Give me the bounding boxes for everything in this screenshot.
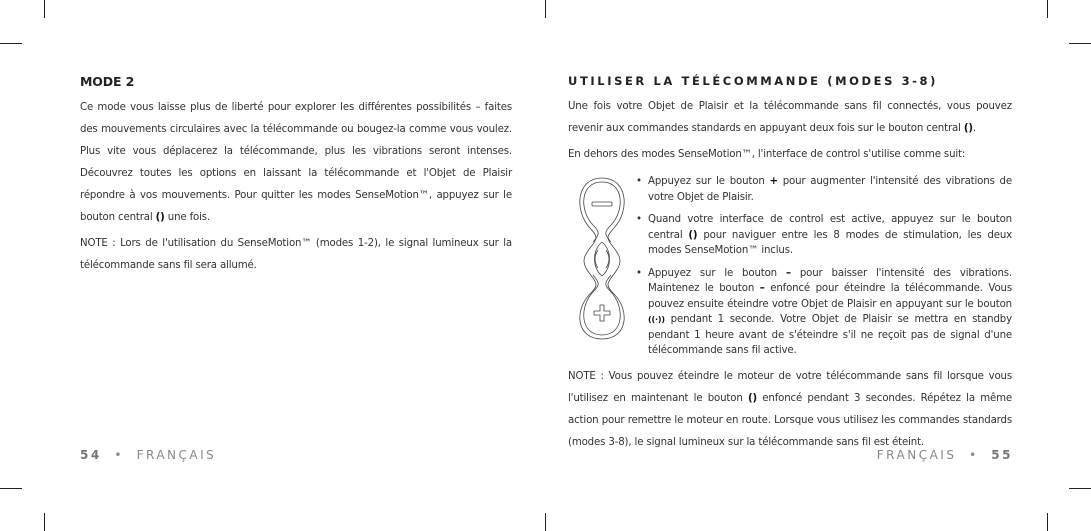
central-button-icon: (): [747, 392, 757, 404]
minus-button-icon: –: [759, 283, 765, 294]
remote-illustration: [578, 176, 626, 341]
mode2-paragraph: Ce mode vous laisse plus de liberté pour explorer les différentes possibilités – faites des mouvements circulaires avec la télécommande ou bougez-la comme vous voulez. Plus vite vous déplacerez la télécommande, plus les vibrations seront intenses. Découvrez toutes les options en laissant la télécommande et l'Objet de Plaisir répondre à vos mouvements. Pour quitter les modes SenseMotion™, appuyez sur le bouton central () une fois.: [80, 97, 512, 229]
mode2-note: NOTE : Lors de l'utilisation du SenseMotion™ (modes 1-2), le signal lumineux sur la télécommande sans fil sera allumé.: [80, 238, 512, 271]
minus-button-icon: –: [785, 267, 791, 279]
remote-heading: UTILISER LA TÉLÉCOMMANDE (MODES 3-8): [568, 74, 939, 88]
crop-mark: [545, 0, 546, 18]
mode2-heading: MODE 2: [80, 74, 135, 89]
page-number: 54: [80, 448, 102, 462]
remote-paragraph: Une fois votre Objet de Plaisir et la télécommande sans fil connectés, vous pouvez revenir aux commandes standards en appuyant deux fois sur le bouton central ().: [568, 96, 1012, 140]
control-intro: En dehors des modes SenseMotion™, l'interface de control s'utilise comme suit:: [568, 149, 966, 160]
footer-language: FRANÇAIS: [876, 448, 957, 462]
central-button-icon: (): [155, 212, 165, 223]
crop-mark: [0, 43, 22, 44]
footer-right: FRANÇAIS • 55: [876, 448, 1013, 462]
remote-note: NOTE : Vous pouvez éteindre le moteur de votre télécommande sans fil lorsque vous l'utilisez en maintenant le bouton () enfoncé pendant 3 secondes. Répétez la même action pour remettre le moteur en route. Lorsque vous utilisez les commandes standards (modes 3-8), le signal lumineux sur la télécommande sans fil est éteint.: [568, 370, 1012, 448]
control-list: [636, 174, 1012, 359]
list-item: • Quand votre interface de control est active, appuyez sur le bouton central () pour naviguer entre les 8 modes de stimulation, les deux modes SenseMotion™ inclus.: [636, 212, 1012, 259]
crop-mark: [1069, 488, 1091, 489]
wireless-button-icon: ((·)): [648, 315, 665, 324]
crop-mark: [44, 513, 45, 531]
right-column: [568, 74, 1012, 454]
plus-button-icon: +: [769, 176, 778, 187]
footer-language: FRANÇAIS: [136, 448, 217, 462]
central-button-icon: (): [688, 229, 698, 241]
crop-mark: [1047, 513, 1048, 531]
footer-left: 54 • FRANÇAIS: [80, 448, 217, 462]
left-column: [80, 74, 512, 277]
crop-mark: [1047, 0, 1048, 18]
crop-mark: [44, 0, 45, 18]
central-button-icon: (): [963, 123, 973, 134]
list-item: • Appuyez sur le bouton – pour baisser l'intensité des vibrations. Maintenez le bouton – enfoncé pour éteindre la télécommande. Vous pouvez ensuite éteindre votre Objet de Plaisir en appuyant sur le bouton ((·)) pendant 1 seconde. Votre Objet de Plaisir se mettra en standby pendant 1 heure avant de s'éteindre s'il ne reçoit pas de signal d'une télécommande sans fil active.: [636, 266, 1012, 359]
list-item: • Appuyez sur le bouton + pour augmenter l'intensité des vibrations de votre Objet de Plaisir.: [636, 174, 1012, 205]
crop-mark: [545, 513, 546, 531]
crop-mark: [0, 488, 22, 489]
page-number: 55: [991, 448, 1013, 462]
crop-mark: [1069, 43, 1091, 44]
